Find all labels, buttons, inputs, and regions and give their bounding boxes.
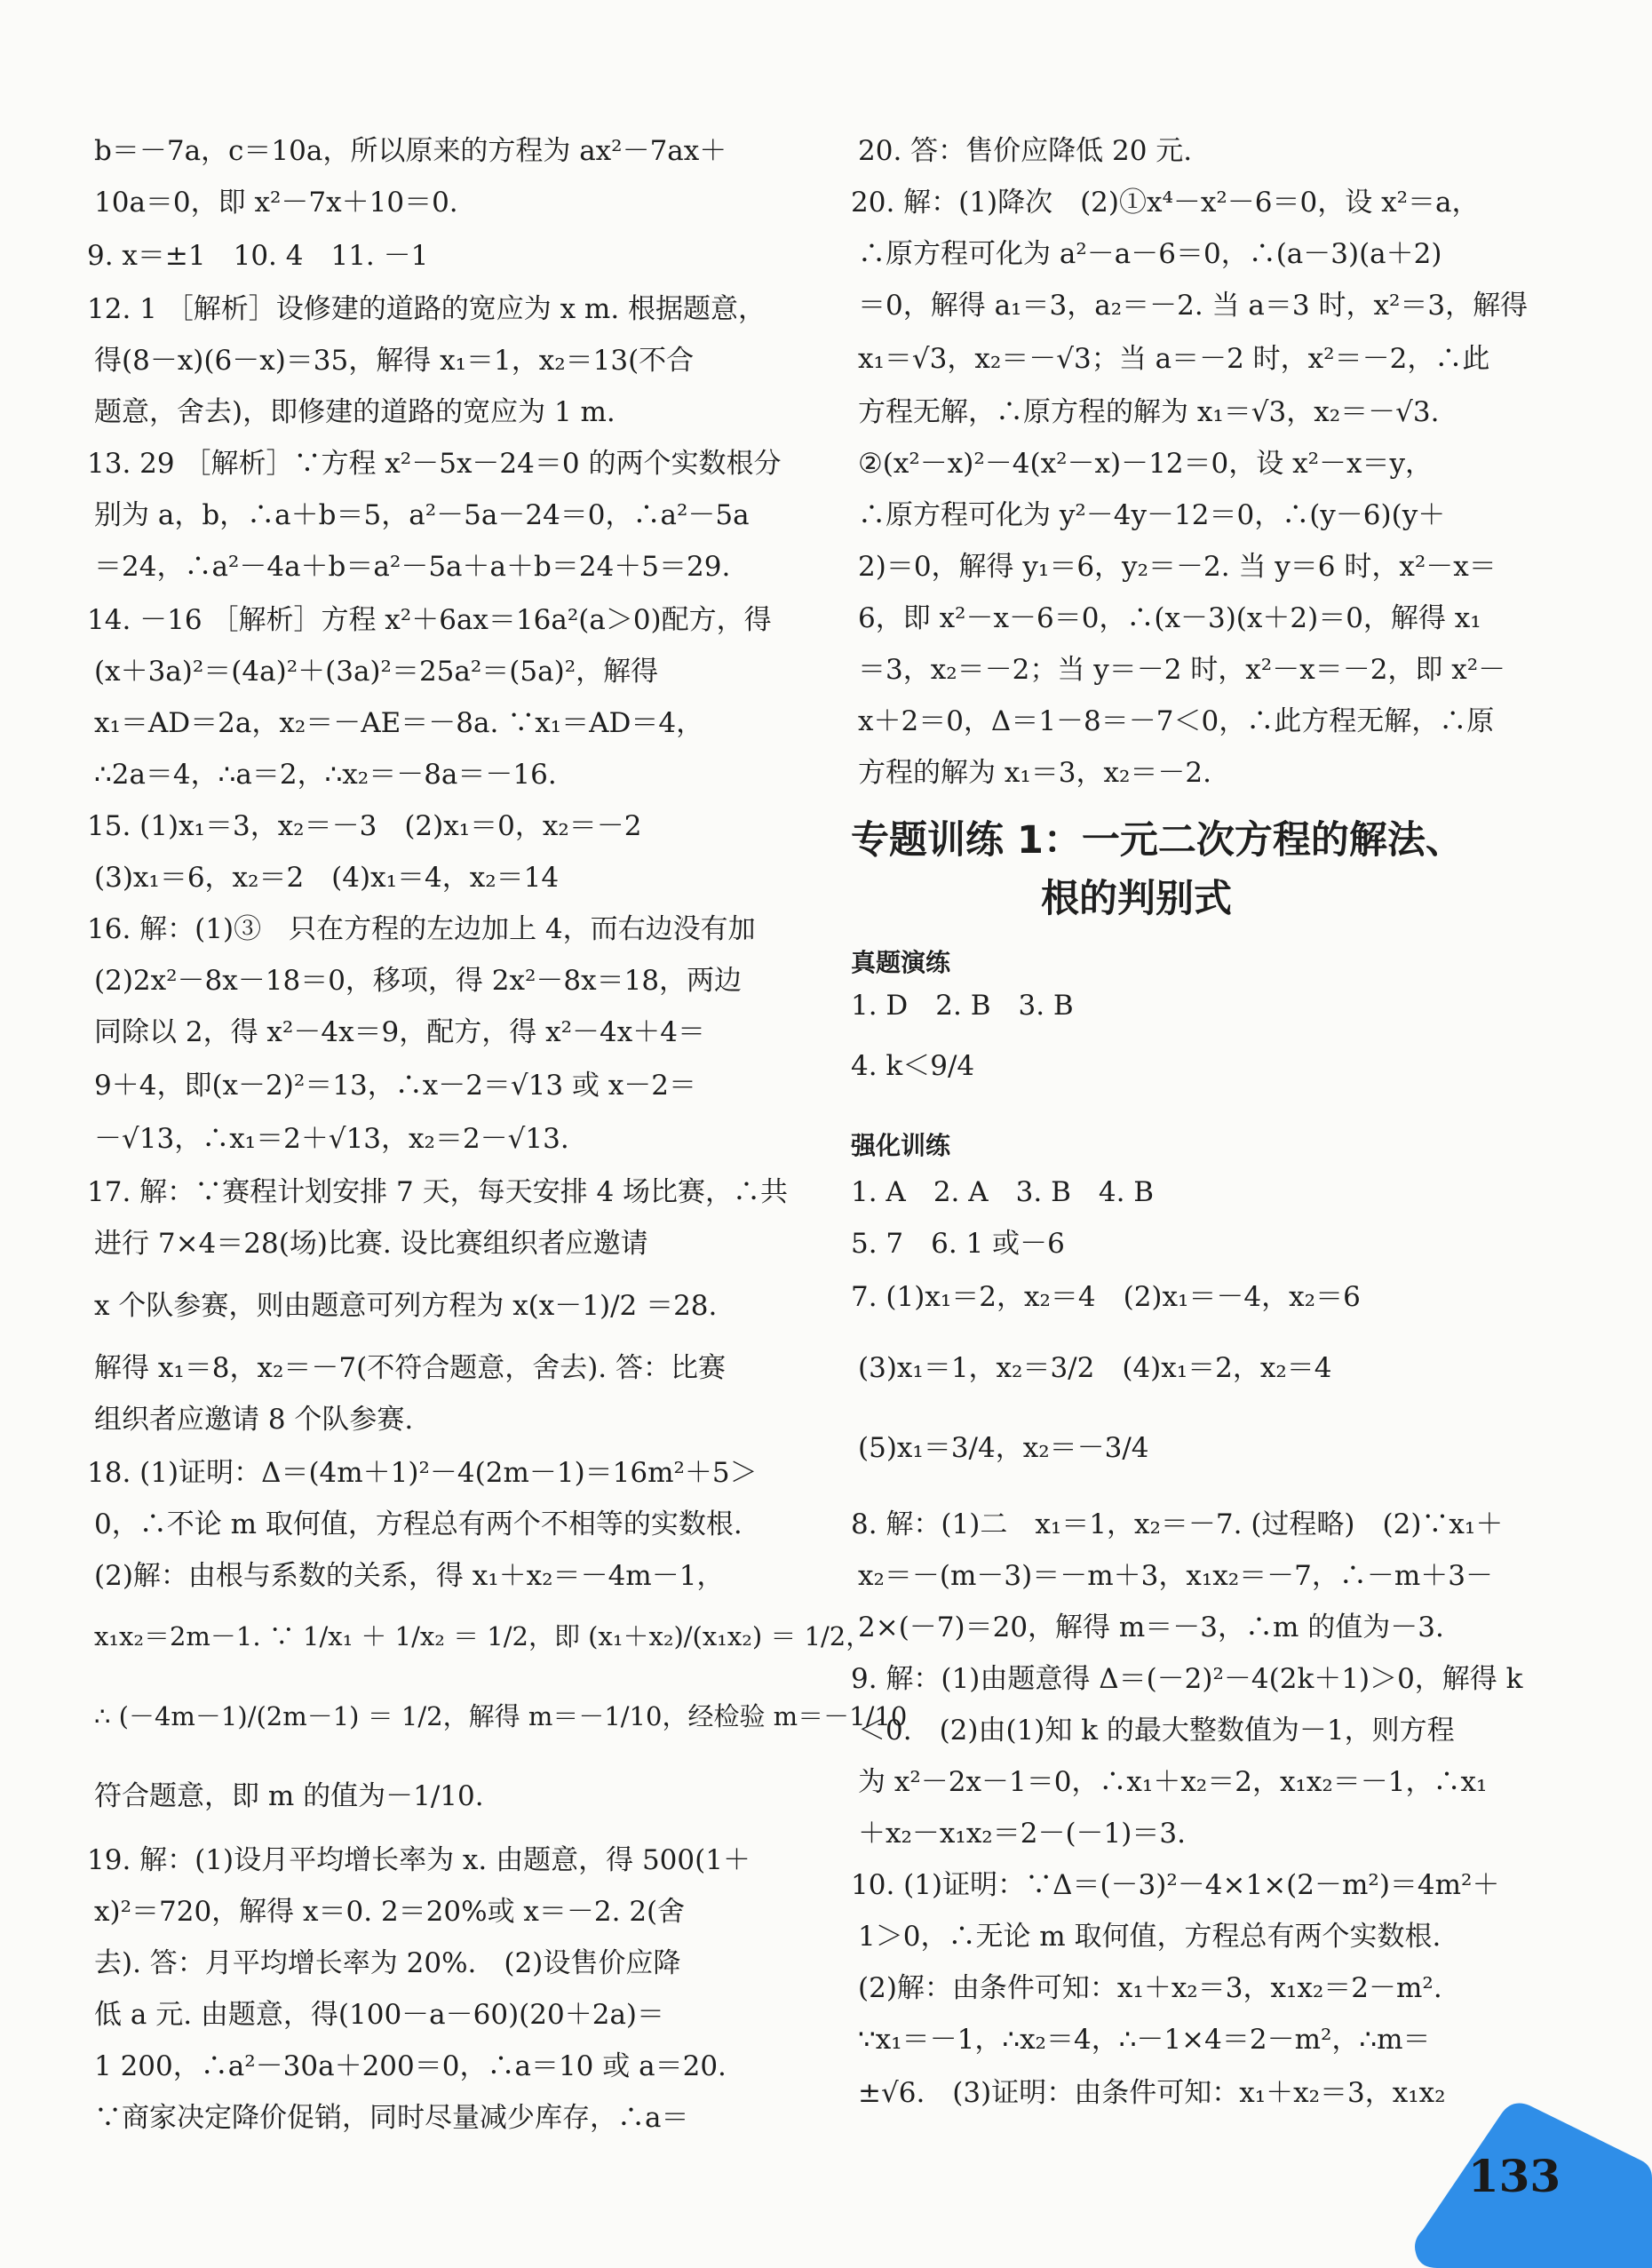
text-line: x₁＝AD＝2a，x₂＝－AE＝－8a. ∵x₁＝AD＝4， <box>94 707 704 739</box>
text-line: ∴原方程可化为 y²－4y－12＝0，∴(y－6)(y＋ <box>858 499 1446 531</box>
text-line: ∴原方程可化为 a²－a－6＝0，∴(a－3)(a＋2) <box>858 238 1442 270</box>
text-line: 9. x＝±1 10. 4 11. －1 <box>87 240 429 272</box>
section-heading: 专题训练 1：一元二次方程的解法、 <box>851 818 1464 863</box>
text-line: 符合题意，即 m 的值为－1/10. <box>94 1780 484 1812</box>
text-line: x)²＝720，解得 x＝0. 2＝20%或 x＝－2. 2(舍 <box>94 1896 686 1928</box>
text-line: 4. k＜9/4 <box>851 1050 975 1082</box>
text-line: 14. －16 ［解析］方程 x²＋6ax＝16a²(a＞0)配方，得 <box>87 604 772 636</box>
text-line: x 个队参赛，则由题意可列方程为 x(x－1)/2 ＝28. <box>94 1290 718 1322</box>
text-line: 2)＝0，解得 y₁＝6，y₂＝－2. 当 y＝6 时，x²－x＝ <box>858 551 1497 583</box>
text-line: 19. 解：(1)设月平均增长率为 x. 由题意，得 500(1＋ <box>87 1844 751 1876</box>
text-line: ②(x²－x)²－4(x²－x)－12＝0，设 x²－x＝y， <box>858 448 1434 480</box>
text-line: 2×(－7)＝20，解得 m＝－3，∴m 的值为－3. <box>858 1611 1444 1643</box>
text-line: 17. 解：∵赛程计划安排 7 天，每天安排 4 场比赛，∴共 <box>87 1176 789 1208</box>
text-line: 为 x²－2x－1＝0，∴x₁＋x₂＝2，x₁x₂＝－1，∴x₁ <box>858 1766 1488 1798</box>
text-line: 1 200，∴a²－30a＋200＝0，∴a＝10 或 a＝20. <box>94 2050 727 2082</box>
text-line: ＝24，∴a²－4a＋b＝a²－5a＋a＋b＝24＋5＝29. <box>94 551 731 583</box>
text-line: 别为 a，b，∴a＋b＝5，a²－5a－24＝0，∴a²－5a <box>94 499 750 531</box>
text-line: ＜0. (2)由(1)知 k 的最大整数值为－1，则方程 <box>858 1715 1455 1747</box>
text-line: 15. (1)x₁＝3，x₂＝－3 (2)x₁＝0，x₂＝－2 <box>87 810 642 842</box>
text-line: ＋x₂－x₁x₂＝2－(－1)＝3. <box>858 1818 1186 1850</box>
text-line: 同除以 2，得 x²－4x＝9，配方，得 x²－4x＋4＝ <box>94 1016 705 1048</box>
text-line: 5. 7 6. 1 或－6 <box>851 1228 1065 1260</box>
text-line: 8. 解：(1)二 x₁＝1，x₂＝－7. (过程略) (2)∵x₁＋ <box>851 1508 1504 1540</box>
text-line: 组织者应邀请 8 个队参赛. <box>94 1404 414 1436</box>
text-line: 方程的解为 x₁＝3，x₂＝－2. <box>858 757 1211 789</box>
text-line: 9. 解：(1)由题意得 Δ＝(－2)²－4(2k＋1)＞0，解得 k <box>851 1663 1523 1695</box>
text-line: 去). 答：月平均增长率为 20%. (2)设售价应降 <box>94 1947 681 1979</box>
text-line: x₂＝－(m－3)＝－m＋3，x₁x₂＝－7，∴－m＋3－ <box>858 1560 1493 1592</box>
text-line: 解得 x₁＝8，x₂＝－7(不符合题意，舍去). 答：比赛 <box>94 1352 727 1384</box>
text-line: (2)解：由条件可知：x₁＋x₂＝3，x₁x₂＝2－m². <box>858 1972 1442 2004</box>
text-line: 10. (1)证明：∵Δ＝(－3)²－4×1×(2－m²)＝4m²＋ <box>851 1869 1500 1901</box>
text-line: x₁＝√3，x₂＝－√3；当 a＝－2 时，x²＝－2，∴此 <box>858 343 1490 375</box>
text-line: ＝3，x₂＝－2；当 y＝－2 时，x²－x＝－2，即 x²－ <box>858 654 1506 686</box>
text-line: 16. 解：(1)③ 只在方程的左边加上 4，而右边没有加 <box>87 913 756 945</box>
text-line: 13. 29 ［解析］∵方程 x²－5x－24＝0 的两个实数根分 <box>87 448 782 480</box>
text-line: (2)2x²－8x－18＝0，移项，得 2x²－8x＝18，两边 <box>94 965 743 997</box>
text-line: 1＞0，∴无论 m 取何值，方程总有两个实数根. <box>858 1921 1442 1953</box>
text-line: －√13，∴x₁＝2＋√13，x₂＝2－√13. <box>94 1123 569 1155</box>
text-line: 1. D 2. B 3. B <box>851 990 1074 1022</box>
text-line: (3)x₁＝6，x₂＝2 (4)x₁＝4，x₂＝14 <box>94 862 560 894</box>
text-line: b＝－7a，c＝10a，所以原来的方程为 ax²－7ax＋ <box>94 135 727 167</box>
text-line: 1. A 2. A 3. B 4. B <box>851 1176 1155 1208</box>
text-line: 12. 1 ［解析］设修建的道路的宽应为 x m. 根据题意， <box>87 293 766 325</box>
text-line: 20. 解：(1)降次 (2)①x⁴－x²－6＝0，设 x²＝a， <box>851 187 1480 219</box>
text-line: 20. 答：售价应降低 20 元. <box>858 135 1193 167</box>
text-line: ∴2a＝4，∴a＝2，∴x₂＝－8a＝－16. <box>94 759 557 791</box>
text-line: 9＋4，即(x－2)²＝13，∴x－2＝√13 或 x－2＝ <box>94 1070 697 1102</box>
page-number: 133 <box>1467 2150 1561 2202</box>
text-line: (x＋3a)²＝(4a)²＋(3a)²＝25a²＝(5a)²，解得 <box>94 656 659 688</box>
text-line: 方程无解，∴原方程的解为 x₁＝√3，x₂＝－√3. <box>858 396 1440 428</box>
text-line: 6，即 x²－x－6＝0，∴(x－3)(x＋2)＝0，解得 x₁ <box>858 602 1481 634</box>
text-line: 进行 7×4＝28(场)比赛. 设比赛组织者应邀请 <box>94 1228 648 1260</box>
subheading: 真题演练 <box>851 948 951 977</box>
text-line: ＝0，解得 a₁＝3，a₂＝－2. 当 a＝3 时，x²＝3，解得 <box>858 290 1529 322</box>
text-line: ∵商家决定降价促销，同时尽量减少库存，∴a＝ <box>94 2102 689 2134</box>
text-line: x₁x₂＝2m－1. ∵ 1/x₁ ＋ 1/x₂ ＝ 1/2，即 (x₁＋x₂)/(x₁x₂) ＝ 1/2， <box>94 1621 872 1651</box>
text-line: ∵x₁＝－1，∴x₂＝4，∴－1×4＝2－m²，∴m＝ <box>858 2024 1431 2056</box>
text-line: x＋2＝0，Δ＝1－8＝－7＜0，∴此方程无解，∴原 <box>858 705 1495 737</box>
text-line: ∴ (－4m－1)/(2m－1) ＝ 1/2，解得 m＝－1/10，经检验 m＝－1/10 <box>94 1701 908 1731</box>
text-line: 10a＝0，即 x²－7x＋10＝0. <box>94 187 458 219</box>
text-line: 低 a 元. 由题意，得(100－a－60)(20＋2a)＝ <box>94 1999 665 2031</box>
text-line: 0，∴不论 m 取何值，方程总有两个不相等的实数根. <box>94 1508 743 1540</box>
text-line: 7. (1)x₁＝2，x₂＝4 (2)x₁＝－4，x₂＝6 <box>851 1281 1361 1313</box>
text-line: 18. (1)证明：Δ＝(4m＋1)²－4(2m－1)＝16m²＋5＞ <box>87 1457 758 1489</box>
subheading: 强化训练 <box>851 1131 951 1160</box>
text-line: (3)x₁＝1，x₂＝3/2 (4)x₁＝2，x₂＝4 <box>858 1352 1332 1384</box>
text-line: 题意，舍去)，即修建的道路的宽应为 1 m. <box>94 396 616 428</box>
text-line: ±√6. (3)证明：由条件可知：x₁＋x₂＝3，x₁x₂ <box>858 2077 1446 2109</box>
text-line: 得(8－x)(6－x)＝35，解得 x₁＝1，x₂＝13(不合 <box>94 345 695 377</box>
text-line: (5)x₁＝3/4，x₂＝－3/4 <box>858 1432 1149 1464</box>
section-heading: 根的判别式 <box>1041 877 1232 921</box>
text-line: (2)解：由根与系数的关系，得 x₁＋x₂＝－4m－1， <box>94 1560 725 1592</box>
